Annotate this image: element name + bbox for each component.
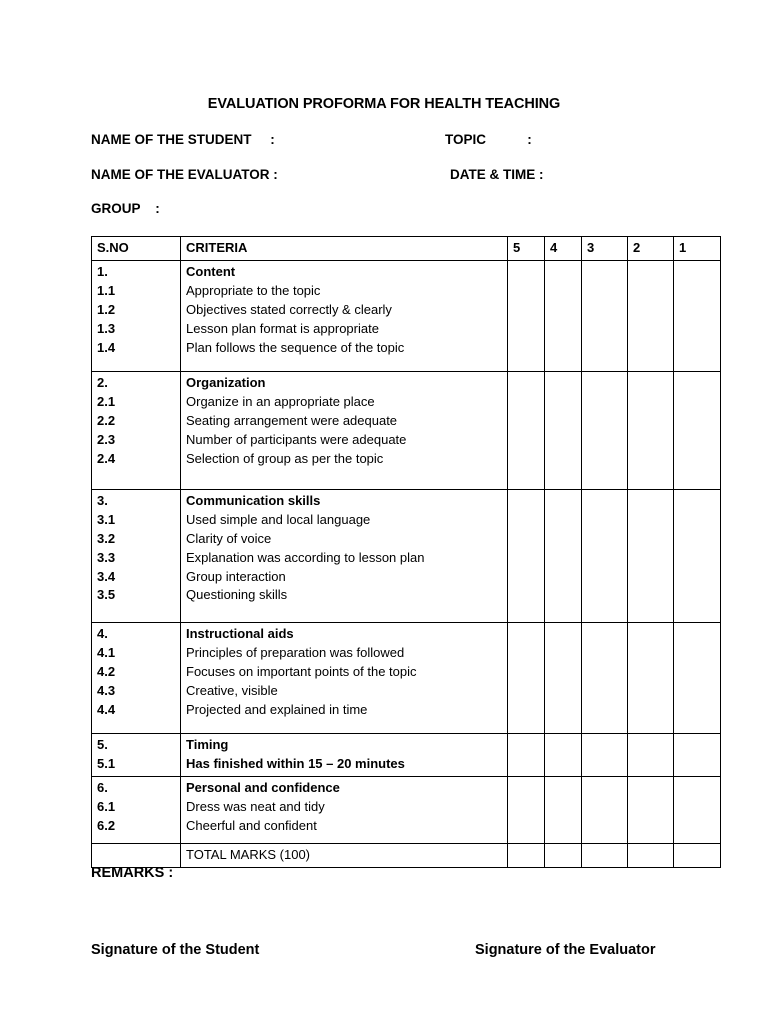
score-cell[interactable] xyxy=(582,776,628,843)
item-number: 6.1 xyxy=(97,798,116,814)
evaluation-table xyxy=(91,236,721,868)
table-row xyxy=(92,622,721,733)
item-number: 4.3 xyxy=(97,682,116,698)
score-cell[interactable] xyxy=(628,622,674,733)
criteria-item: Objectives stated correctly & clearly xyxy=(186,301,392,317)
criteria-item: Group interaction xyxy=(186,568,286,584)
score-cell[interactable] xyxy=(508,843,545,867)
group-label: GROUP : xyxy=(91,201,160,216)
score-cell[interactable] xyxy=(628,843,674,867)
table-row xyxy=(92,776,721,843)
remarks-label: REMARKS : xyxy=(91,865,174,881)
table-row xyxy=(92,733,721,776)
table-row xyxy=(92,371,721,489)
item-number: 2.3 xyxy=(97,431,116,447)
score-header-4: 4 xyxy=(545,237,582,261)
score-cell[interactable] xyxy=(508,776,545,843)
score-cell[interactable] xyxy=(628,371,674,489)
item-number: 4.4 xyxy=(97,701,116,717)
criteria-item: Selection of group as per the topic xyxy=(186,450,384,466)
section-heading: Organization xyxy=(186,374,266,390)
evaluator-signature-label: Signature of the Evaluator xyxy=(475,942,656,958)
score-cell[interactable] xyxy=(674,260,721,371)
section-heading: Instructional aids xyxy=(186,625,294,641)
item-number: 3.4 xyxy=(97,568,116,584)
sno-cell xyxy=(92,622,181,733)
sno-header: S.NO xyxy=(92,237,181,261)
sno-cell xyxy=(92,371,181,489)
criteria-cell xyxy=(181,733,508,776)
item-number: 3.1 xyxy=(97,511,116,527)
sno-cell xyxy=(92,733,181,776)
score-cell[interactable] xyxy=(545,776,582,843)
item-number: 1.2 xyxy=(97,301,116,317)
score-cell[interactable] xyxy=(674,843,721,867)
section-heading: Personal and confidence xyxy=(186,779,340,795)
item-number: 1.4 xyxy=(97,339,116,355)
criteria-cell xyxy=(181,622,508,733)
score-cell[interactable] xyxy=(508,371,545,489)
score-cell[interactable] xyxy=(628,260,674,371)
sno-cell xyxy=(92,776,181,843)
section-number: 4. xyxy=(97,625,108,641)
criteria-cell xyxy=(181,489,508,622)
score-cell[interactable] xyxy=(674,776,721,843)
score-header-2: 2 xyxy=(628,237,674,261)
total-row xyxy=(92,843,721,867)
criteria-item: Number of participants were adequate xyxy=(186,431,407,447)
score-cell[interactable] xyxy=(582,489,628,622)
section-number: 5. xyxy=(97,736,108,752)
criteria-item: Organize in an appropriate place xyxy=(186,393,375,409)
criteria-item: Dress was neat and tidy xyxy=(186,798,325,814)
score-cell[interactable] xyxy=(674,733,721,776)
score-cell[interactable] xyxy=(545,843,582,867)
section-heading: Timing xyxy=(186,736,229,752)
section-heading: Communication skills xyxy=(186,492,321,508)
table-row xyxy=(92,489,721,622)
topic-label: TOPIC : xyxy=(445,132,532,147)
score-cell[interactable] xyxy=(628,489,674,622)
score-cell[interactable] xyxy=(674,371,721,489)
score-cell[interactable] xyxy=(508,260,545,371)
score-cell[interactable] xyxy=(628,776,674,843)
criteria-item: Plan follows the sequence of the topic xyxy=(186,339,405,355)
table-row xyxy=(92,260,721,371)
score-cell[interactable] xyxy=(508,733,545,776)
criteria-item: Clarity of voice xyxy=(186,530,272,546)
section-number: 1. xyxy=(97,263,108,279)
evaluator-name-label: NAME OF THE EVALUATOR : xyxy=(91,167,278,182)
score-cell[interactable] xyxy=(545,733,582,776)
item-number: 4.1 xyxy=(97,644,116,660)
item-number: 3.3 xyxy=(97,549,116,565)
sno-cell xyxy=(92,843,181,867)
criteria-item: Seating arrangement were adequate xyxy=(186,412,398,428)
score-cell[interactable] xyxy=(582,843,628,867)
sno-cell xyxy=(92,489,181,622)
item-number: 2.4 xyxy=(97,450,116,466)
score-cell[interactable] xyxy=(545,260,582,371)
criteria-item: Used simple and local language xyxy=(186,511,371,527)
date-time-label: DATE & TIME : xyxy=(450,167,544,182)
criteria-item: Focuses on important points of the topic xyxy=(186,663,417,679)
item-number: 1.3 xyxy=(97,320,116,336)
section-heading: Content xyxy=(186,263,236,279)
table-header-row xyxy=(92,237,721,261)
score-header-5: 5 xyxy=(508,237,545,261)
criteria-cell xyxy=(181,776,508,843)
criteria-cell xyxy=(181,371,508,489)
section-number: 6. xyxy=(97,779,108,795)
criteria-item: Principles of preparation was followed xyxy=(186,644,405,660)
item-number: 2.2 xyxy=(97,412,116,428)
total-marks-label: TOTAL MARKS (100) xyxy=(181,843,508,867)
criteria-header: CRITERIA xyxy=(181,237,508,261)
criteria-item: Explanation was according to lesson plan xyxy=(186,549,425,565)
score-cell[interactable] xyxy=(582,622,628,733)
section-number: 2. xyxy=(97,374,108,390)
score-header-3: 3 xyxy=(582,237,628,261)
score-cell[interactable] xyxy=(628,733,674,776)
item-number: 3.2 xyxy=(97,530,116,546)
item-number: 6.2 xyxy=(97,817,116,833)
score-cell[interactable] xyxy=(508,489,545,622)
sno-cell xyxy=(92,260,181,371)
item-number: 2.1 xyxy=(97,393,116,409)
criteria-item: Lesson plan format is appropriate xyxy=(186,320,379,336)
score-cell[interactable] xyxy=(582,260,628,371)
score-cell[interactable] xyxy=(582,371,628,489)
criteria-item: Projected and explained in time xyxy=(186,701,368,717)
criteria-item: Appropriate to the topic xyxy=(186,282,321,298)
student-signature-label: Signature of the Student xyxy=(91,942,260,958)
criteria-item: Creative, visible xyxy=(186,682,278,698)
score-cell[interactable] xyxy=(582,733,628,776)
score-cell[interactable] xyxy=(508,622,545,733)
score-header-1: 1 xyxy=(674,237,721,261)
score-cell[interactable] xyxy=(674,622,721,733)
score-cell[interactable] xyxy=(545,622,582,733)
score-cell[interactable] xyxy=(545,371,582,489)
criteria-item: Cheerful and confident xyxy=(186,817,317,833)
criteria-item: Questioning skills xyxy=(186,587,288,603)
section-number: 3. xyxy=(97,492,108,508)
score-cell[interactable] xyxy=(674,489,721,622)
item-number: 4.2 xyxy=(97,663,116,679)
item-number: 5.1 xyxy=(97,755,116,771)
score-cell[interactable] xyxy=(545,489,582,622)
document-title: EVALUATION PROFORMA FOR HEALTH TEACHING xyxy=(207,96,561,112)
item-number: 1.1 xyxy=(97,282,116,298)
criteria-item: Has finished within 15 – 20 minutes xyxy=(186,755,405,771)
criteria-cell xyxy=(181,260,508,371)
item-number: 3.5 xyxy=(97,587,116,603)
student-name-label: NAME OF THE STUDENT : xyxy=(91,132,275,147)
